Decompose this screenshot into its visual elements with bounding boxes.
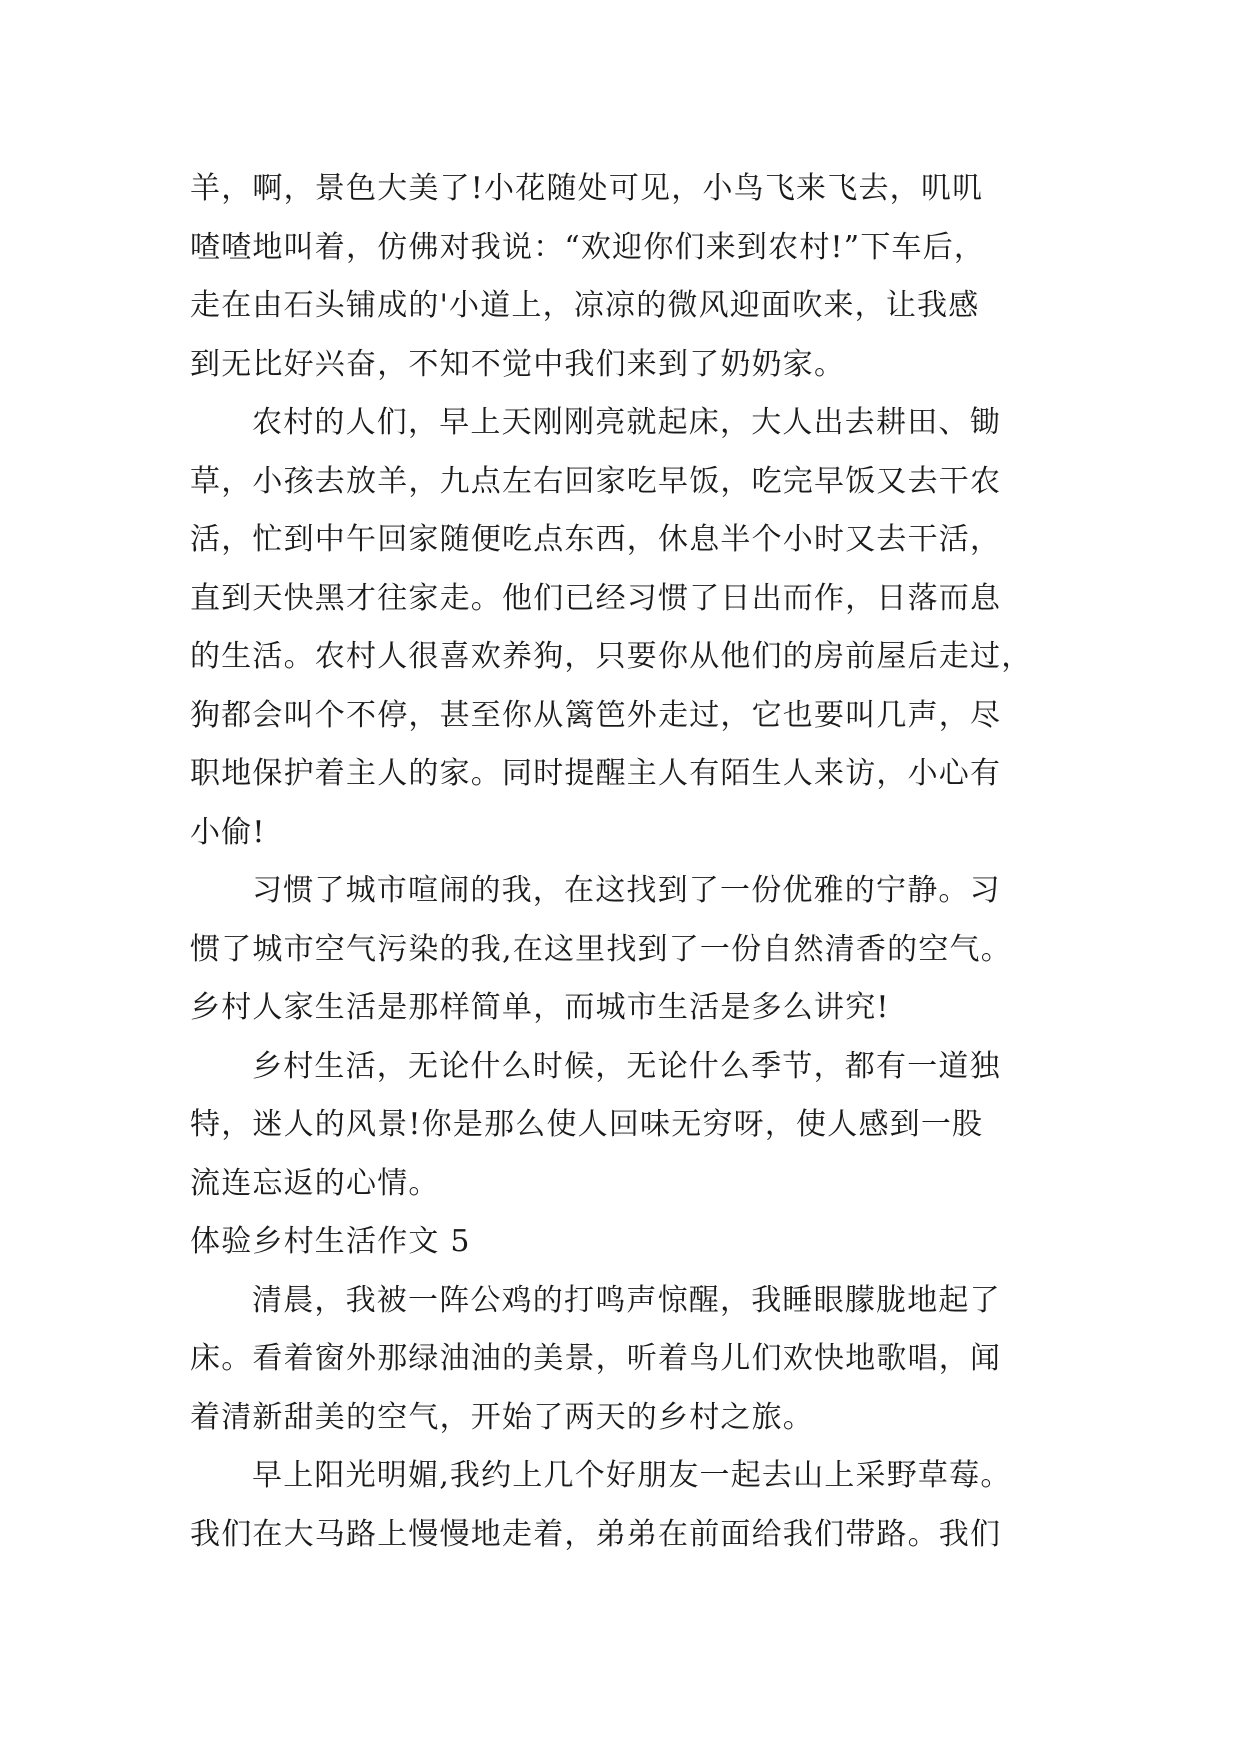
text-line: 走在由石头铺成的'小道上，凉凉的微风迎面吹来，让我感	[190, 288, 980, 323]
paragraph-start-line: 农村的人们，早上天刚刚亮就起床，大人出去耕田、锄	[252, 405, 1001, 440]
text-line: 着清新甜美的空气，开始了两天的乡村之旅。	[190, 1399, 814, 1435]
text-line: 活，忙到中午回家随便吃点东西，休息半个小时又去干活，	[190, 522, 1002, 557]
paragraph-start-line: 习惯了城市喧闹的我，在这找到了一份优雅的宁静。习	[252, 873, 1001, 908]
text-line: 小偷!	[190, 814, 266, 850]
text-line: 的生活。农村人很喜欢养狗，只要你从他们的房前屋后走过，	[190, 639, 1033, 674]
text-line: 狗都会叫个不停，甚至你从篱笆外走过，它也要叫几声，尽	[190, 697, 1002, 733]
text-line: 职地保护着主人的家。同时提醒主人有陌生人来访，小心有	[190, 756, 1002, 791]
text-line: 乡村人家生活是那样简单，而城市生活是多么讲究!	[190, 990, 890, 1025]
text-line: 流连忘返的心情。	[190, 1165, 440, 1201]
text-line: 羊，啊，景色大美了!小花随处可见，小鸟飞来飞去，叽叽	[190, 171, 984, 206]
text-line: 草，小孩去放羊，九点左右回家吃早饭，吃完早饭又去干农	[190, 463, 1002, 499]
paragraph-start-line: 乡村生活，无论什么时候，无论什么季节，都有一道独	[252, 1048, 1001, 1084]
paragraph-start-line: 早上阳光明媚,我约上几个好朋友一起去山上采野草莓。	[252, 1458, 1012, 1493]
text-line: 我们在大马路上慢慢地走着，弟弟在前面给我们带路。我们	[190, 1516, 1002, 1552]
text-line: 直到天快黑才往家走。他们已经习惯了日出而作，日落而息	[190, 580, 1002, 616]
text-line: 惯了城市空气污染的我,在这里找到了一份自然清香的空气。	[190, 931, 1012, 967]
text-line: 到无比好兴奋，不知不觉中我们来到了奶奶家。	[190, 346, 846, 382]
section-heading: 体验乡村生活作文 5	[190, 1224, 471, 1259]
text-line: 床。看着窗外那绿油油的美景，听着鸟儿们欢快地歌唱，闻	[190, 1341, 1002, 1376]
text-line: 特，迷人的风景!你是那么使人回味无穷呀，使人感到一股	[190, 1107, 984, 1142]
essay-text	[190, 160, 1060, 1564]
paragraph-start-line: 清晨，我被一阵公鸡的打鸣声惊醒，我睡眼朦胧地起了	[252, 1282, 1001, 1318]
text-line: 喳喳地叫着，仿佛对我说：“欢迎你们来到农村!”下车后，	[190, 229, 986, 265]
